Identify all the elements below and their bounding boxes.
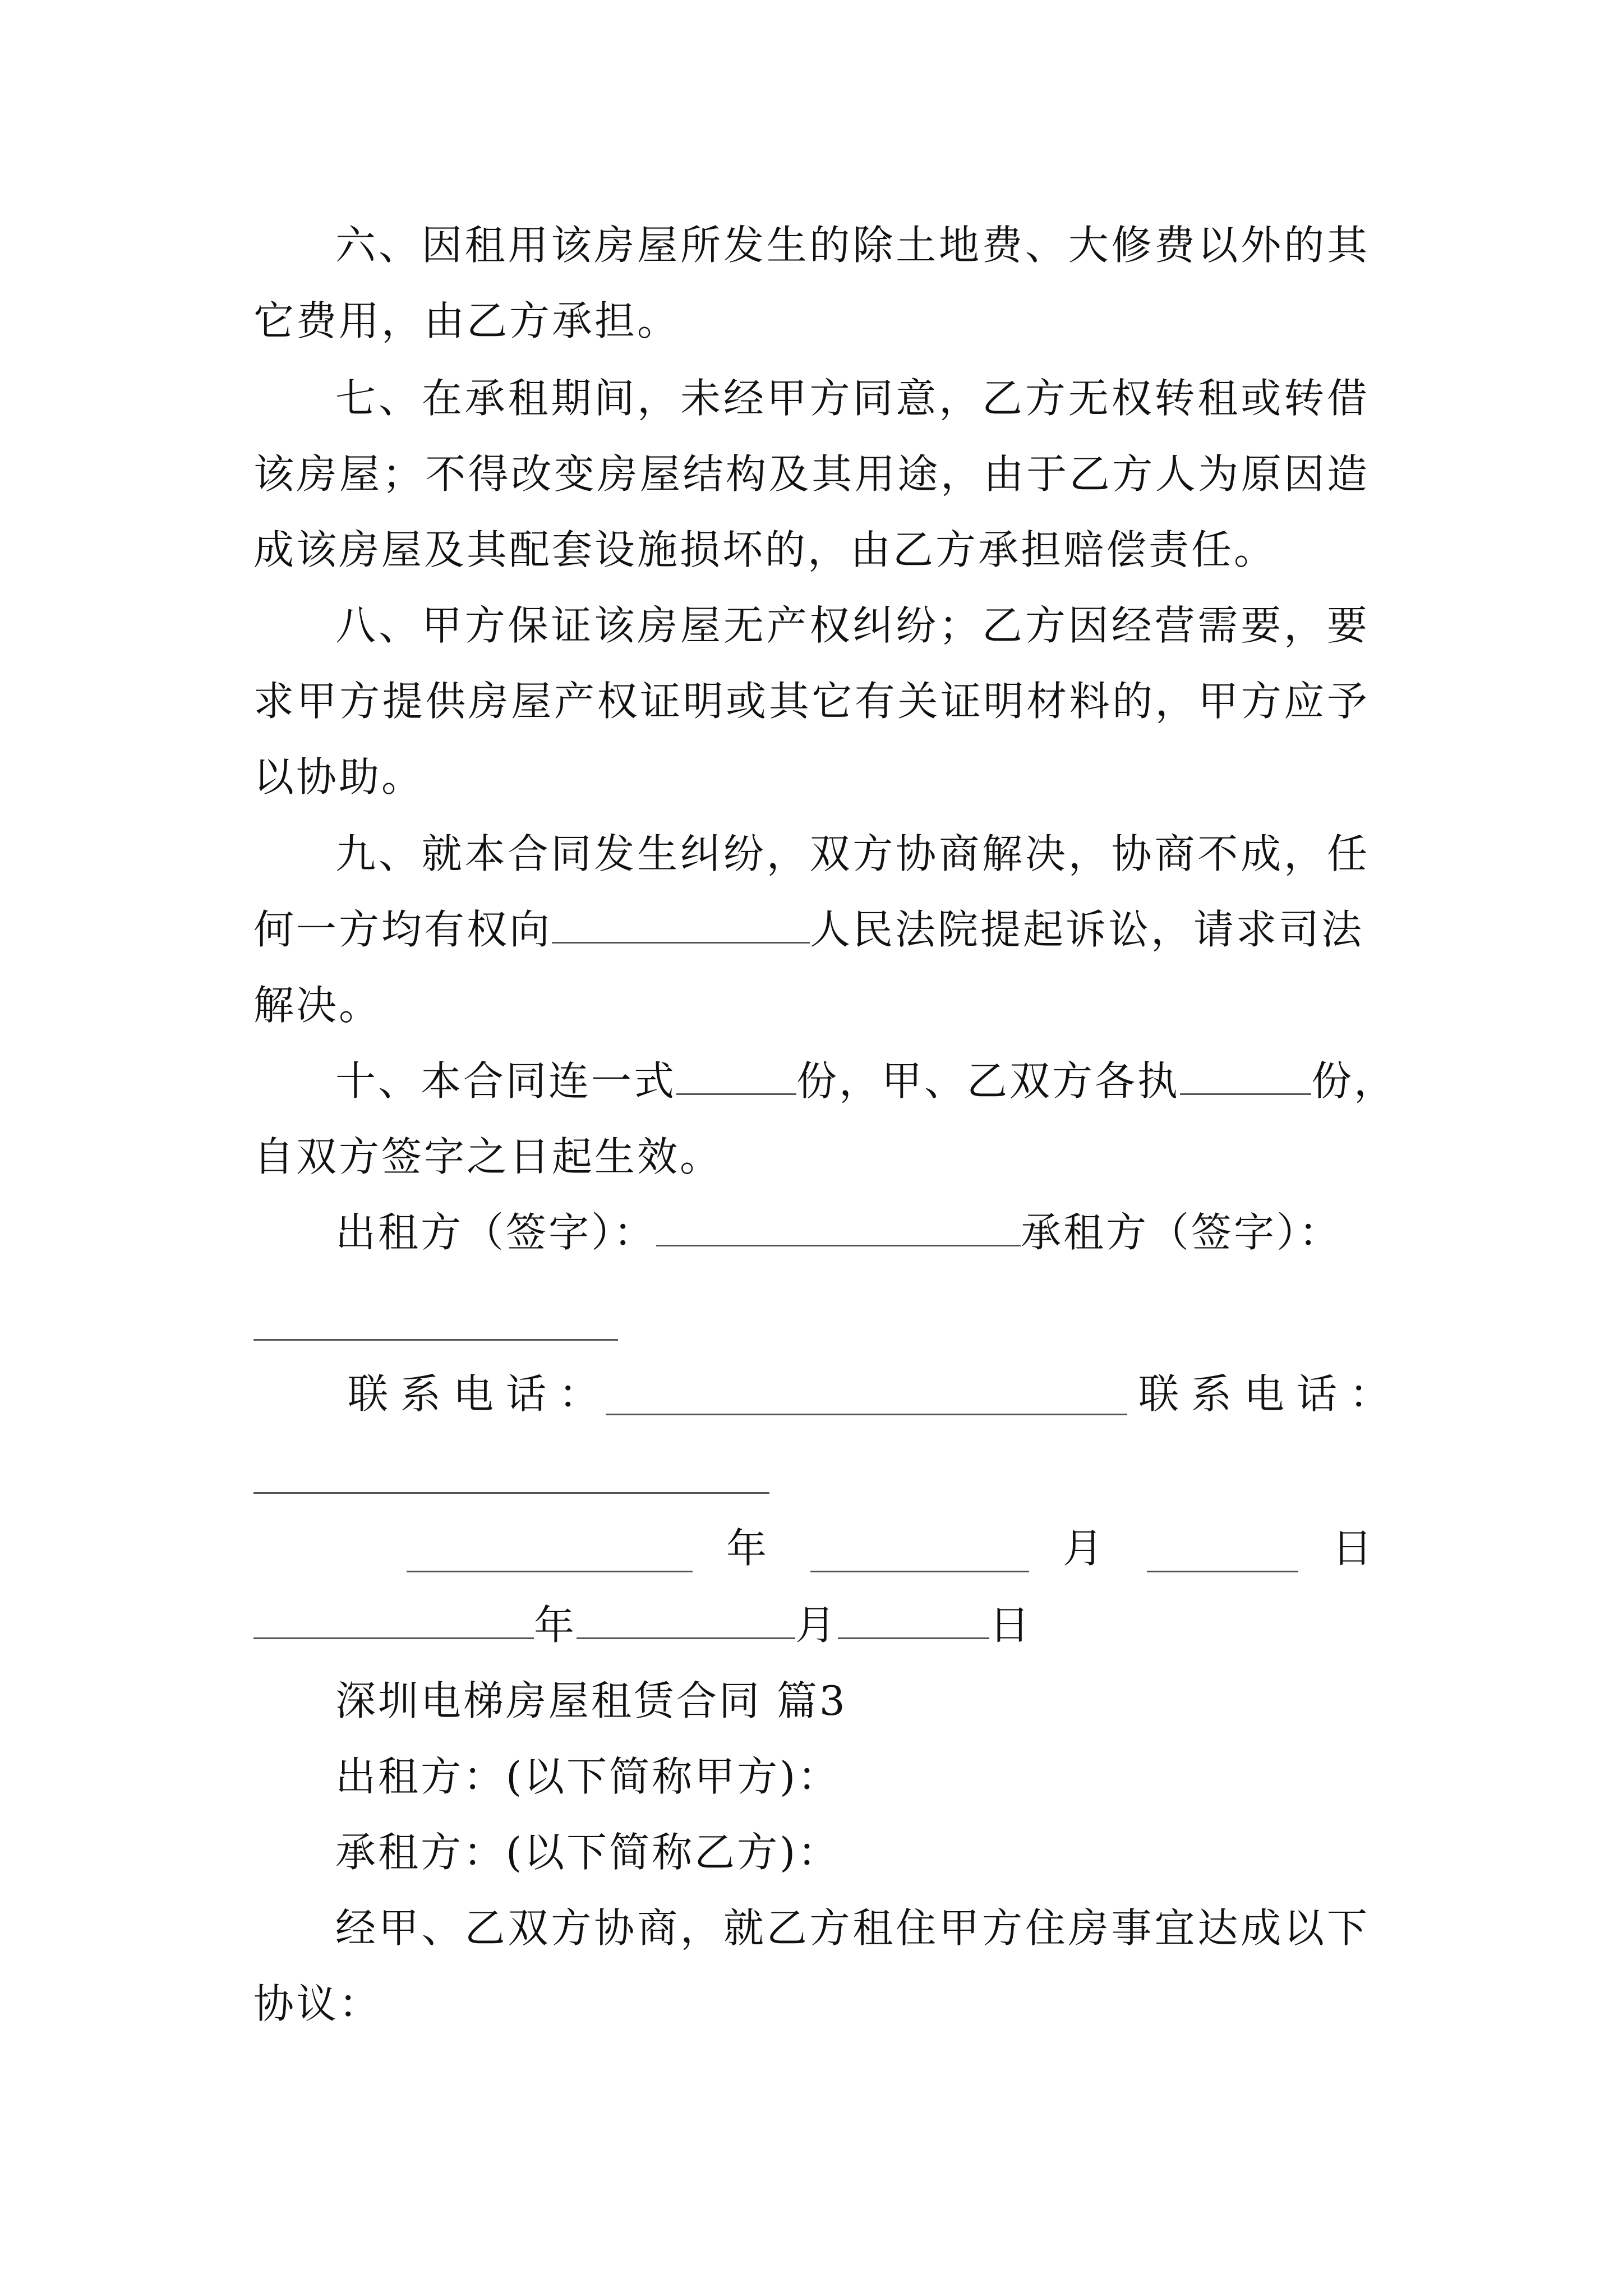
lessee-signature-label: 承租方（签字）：: [1021, 1209, 1342, 1256]
clause-9-line-2-end: 人民法院提起诉讼，请求司法: [810, 906, 1364, 953]
clause-8-line-1: 八、甲方保证该房屋无产权纠纷；乙方因经营需要，要: [335, 602, 1370, 649]
lessee-month-label: 月: [795, 1602, 838, 1649]
clause-10-line-1: [335, 1053, 1396, 1109]
lessee-day-blank[interactable]: [838, 1600, 989, 1639]
lessee-year-label: 年: [534, 1602, 577, 1649]
clause-9-line-2-start: 何一方均有权向: [253, 906, 552, 953]
lessee-day-label: 日: [989, 1602, 1032, 1649]
clause-10-line-2: 自双方签字之日起生效。: [253, 1133, 723, 1180]
clause-6-line-1: 六、因租用该房屋所发生的除土地费、大修费以外的其: [335, 222, 1370, 269]
lessee-signature-blank[interactable]: [253, 1339, 618, 1341]
lessor-signature-blank[interactable]: [656, 1208, 1021, 1246]
lessor-signature-label: 出租方（签字）：: [335, 1209, 657, 1256]
copies-each-blank[interactable]: [1180, 1056, 1311, 1095]
phone-line: [348, 1366, 611, 1422]
clause-7-line-3: 成该房屋及其配套设施损坏的，由乙方承担赔偿责任。: [253, 526, 1277, 573]
signature-line: [335, 1204, 1341, 1260]
clause-7-line-1: 七、在承租期间，未经甲方同意，乙方无权转租或转借: [335, 375, 1370, 422]
lessee-phone-blank[interactable]: [253, 1492, 769, 1494]
lessee-phone-label: 联系电话：: [1138, 1370, 1403, 1418]
lessor-year-blank[interactable]: [407, 1571, 693, 1572]
court-blank[interactable]: [552, 905, 810, 944]
clause-10-part-1: 十、本合同连一式: [335, 1057, 677, 1105]
clause-9-line-2: [253, 901, 1364, 958]
lessor-day-label: 日: [1332, 1525, 1375, 1572]
clause-6-line-2: 它费用，由乙方承担。: [253, 297, 680, 344]
clause-9-line-3: 解决。: [253, 982, 382, 1029]
clause-9-line-1: 九、就本合同发生纠纷，双方协商解决，协商不成，任: [335, 830, 1370, 877]
lessor-day-blank[interactable]: [1147, 1571, 1298, 1572]
lessee-year-blank[interactable]: [253, 1600, 534, 1639]
lessor-month-label: 月: [1063, 1525, 1106, 1572]
clause-8-line-2: 求甲方提供房屋产权证明或其它有关证明材料的，甲方应予: [253, 678, 1370, 725]
lessor-month-blank[interactable]: [810, 1571, 1029, 1572]
lessor-phone-label: 联系电话：: [348, 1370, 612, 1418]
clause-7-line-2: 该房屋；不得改变房屋结构及其用途，由于乙方人为原因造: [253, 450, 1370, 498]
clause-8-line-3: 以协助。: [253, 753, 425, 800]
intro-line-1: 经甲、乙双方协商，就乙方租住甲方住房事宜达成以下: [335, 1904, 1370, 1952]
lessee-month-blank[interactable]: [577, 1600, 795, 1639]
clause-10-part-2: 份，甲、乙双方各执: [796, 1057, 1181, 1105]
section-3-title: 深圳电梯房屋租赁合同 篇3: [335, 1677, 847, 1724]
lessee-date-line: [253, 1597, 1032, 1653]
clause-10-part-3: 份，: [1311, 1057, 1397, 1105]
lessor-line: 出租方：(以下简称甲方)：: [335, 1753, 841, 1800]
lessee-line: 承租方：(以下简称乙方)：: [335, 1829, 841, 1876]
intro-line-2: 协议：: [253, 1980, 382, 2027]
lessor-year-label: 年: [726, 1525, 769, 1572]
lessor-phone-blank[interactable]: [606, 1414, 1127, 1415]
copies-total-blank[interactable]: [676, 1056, 796, 1095]
